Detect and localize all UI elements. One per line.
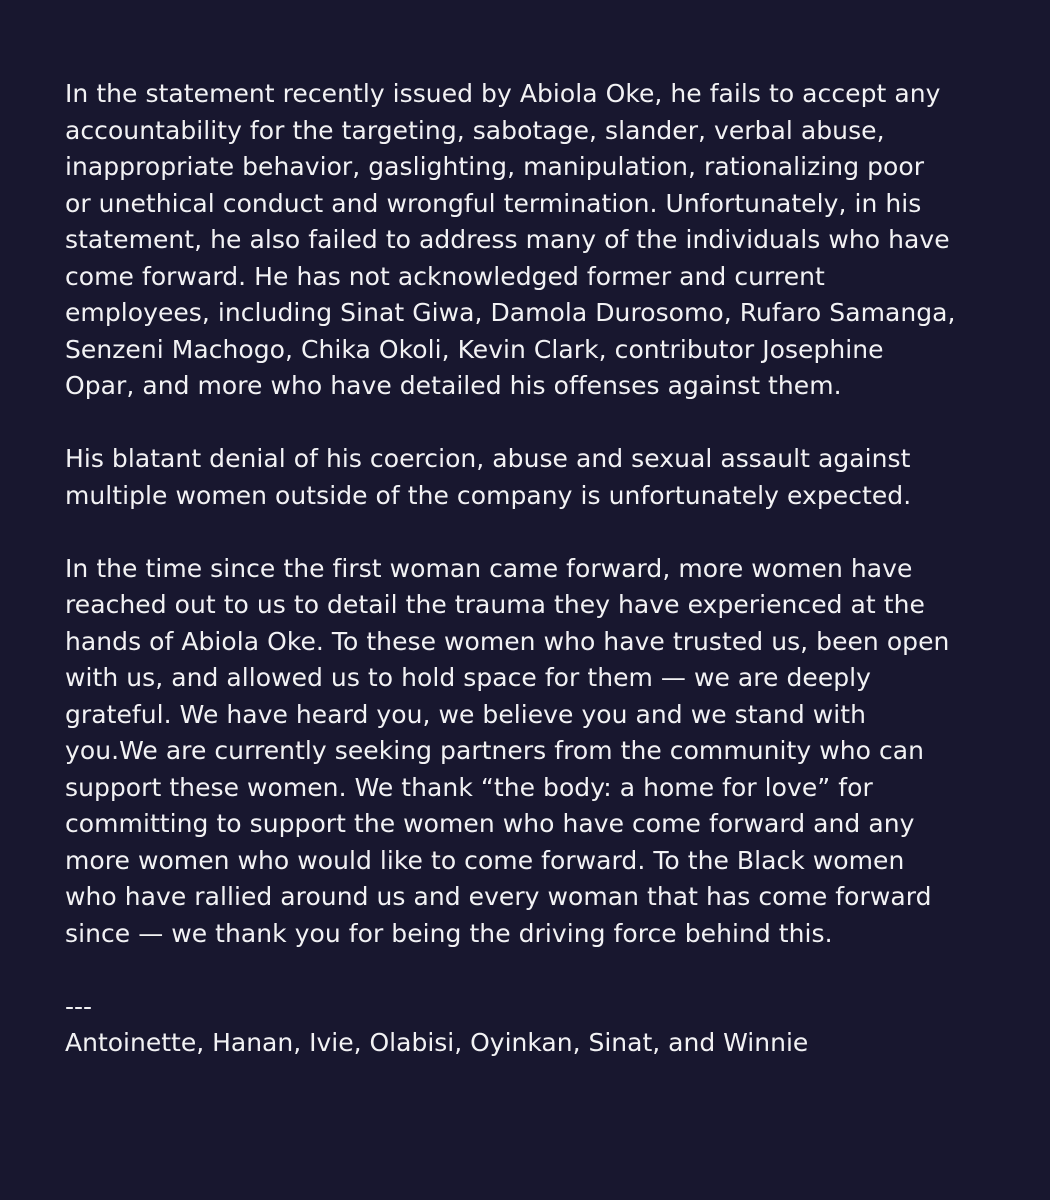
paragraph-1-line-5: statement, he also failed to address many of the individuals who have (65, 225, 950, 254)
paragraph-1-line-2: accountability for the targeting, sabotage, slander, verbal abuse, (65, 115, 885, 145)
paragraph-3-line-8: committing to support the women who have come forward and any (65, 809, 915, 838)
statement-paragraph-3 (65, 551, 995, 953)
paragraph-3-line-4: with us, and allowed us to hold space for them — we are deeply (65, 663, 872, 692)
paragraph-3-line-1: In the time since the first woman came forward, more women have (65, 553, 913, 583)
paragraph-1-line-8: Senzeni Machogo, Chika Okoli, Kevin Clark, contributor Josephine (65, 334, 884, 364)
paragraph-3-line-10: who have rallied around us and every woman that has come forward (65, 882, 932, 911)
paragraph-1-line-1: In the statement recently issued by Abiola Oke, he fails to accept any (65, 79, 941, 108)
paragraph-3-line-11: since — we thank you for being the driving force behind this. (65, 918, 833, 948)
paragraph-2-line-2: multiple women outside of the company is unfortunately expected. (65, 480, 912, 510)
paragraph-3-line-9: more women who would like to come forward. To the Black women (65, 845, 905, 875)
paragraph-1-line-6: come forward. He has not acknowledged former and current (65, 261, 825, 291)
paragraph-3-line-2: reached out to us to detail the trauma they have experienced at the (65, 590, 925, 619)
signature-separator: --- (65, 991, 93, 1021)
paragraph-1-line-3: inappropriate behavior, gaslighting, manipulation, rationalizing poor (65, 152, 925, 181)
paragraph-2-line-1: His blatant denial of his coercion, abuse and sexual assault against (65, 444, 911, 473)
statement-signature: Antoinette, Hanan, Ivie, Olabisi, Oyinkan, Sinat, and Winnie (65, 1028, 809, 1057)
statement-paragraph-1 (65, 76, 995, 405)
statement-paragraph-2 (65, 441, 995, 514)
paragraph-3-line-7: support these women. We thank “the body: a home for love” for (65, 772, 873, 802)
paragraph-3-line-6: you.We are currently seeking partners from the community who can (65, 736, 924, 765)
paragraph-1-line-9: Opar, and more who have detailed his offenses against them. (65, 371, 842, 400)
paragraph-1-line-7: employees, including Sinat Giwa, Damola Durosomo, Rufaro Samanga, (65, 298, 956, 327)
paragraph-3-line-5: grateful. We have heard you, we believe you and we stand with (65, 699, 866, 729)
statement-content (65, 76, 995, 1062)
paragraph-3-line-3: hands of Abiola Oke. To these women who have trusted us, been open (65, 626, 950, 656)
paragraph-1-line-4: or unethical conduct and wrongful termination. Unfortunately, in his (65, 188, 922, 218)
